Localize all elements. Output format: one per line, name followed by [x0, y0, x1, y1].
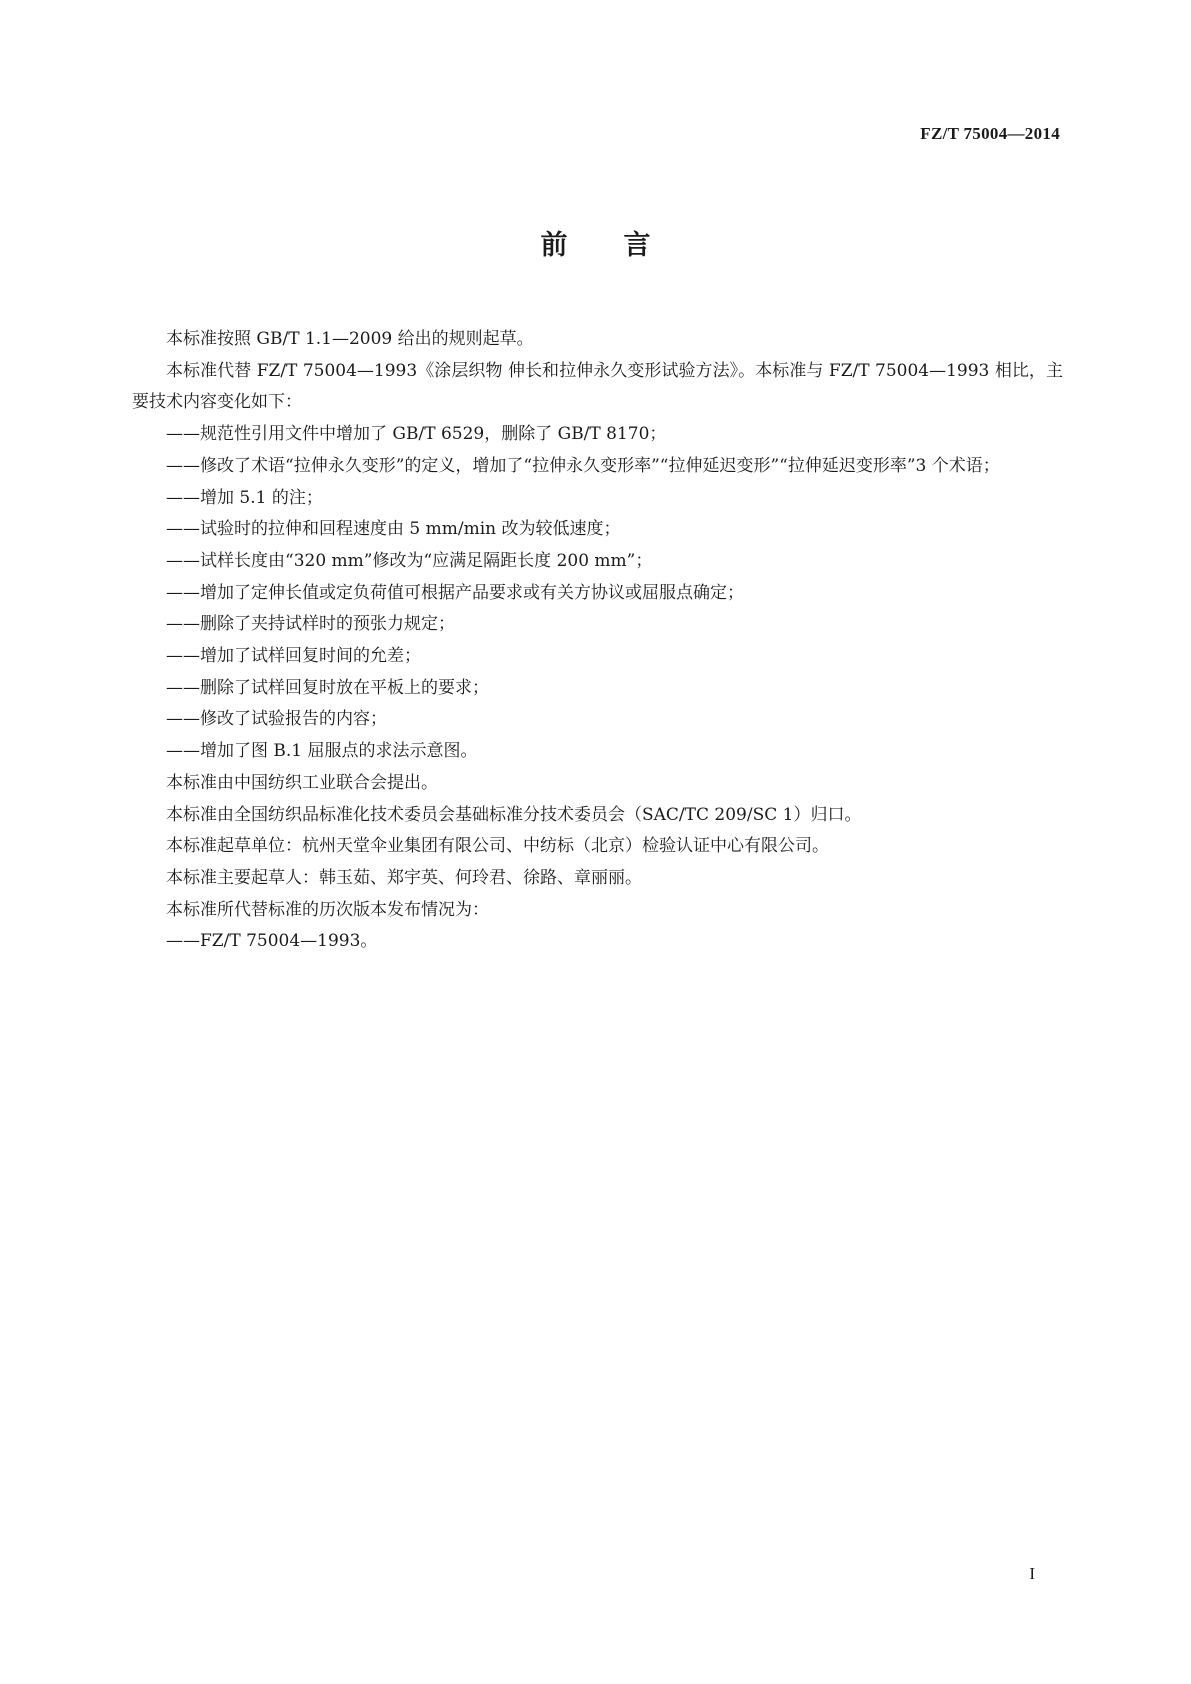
- change-item: ——修改了试验报告的内容；: [166, 709, 387, 730]
- change-item: ——增加了定伸长值或定负荷值可根据产品要求或有关方协议或屈服点确定；: [166, 582, 744, 603]
- change-item: ——增加 5.1 的注；: [166, 487, 323, 508]
- document-code: FZ/T 75004—2014: [920, 124, 1060, 143]
- change-item: ——删除了试样回复时放在平板上的要求；: [166, 677, 489, 698]
- paragraph-drafting-rules: 本标准按照 GB/T 1.1—2009 给出的规则起草。: [166, 329, 534, 349]
- page-number: I: [1029, 1564, 1035, 1583]
- change-item: ——增加了图 B.1 屈服点的求法示意图。: [166, 741, 478, 762]
- paragraph-history-intro: 本标准所代替标准的历次版本发布情况为：: [166, 899, 489, 920]
- change-item: ——试验时的拉伸和回程速度由 5 mm/min 改为较低速度；: [166, 519, 621, 540]
- paragraph-drafting-units: 本标准起草单位：杭州天堂伞业集团有限公司、中纺标（北京）检验认证中心有限公司。: [166, 836, 829, 857]
- history-item: ——FZ/T 75004—1993。: [166, 931, 378, 952]
- paragraph-proposer: 本标准由中国纺织工业联合会提出。: [166, 772, 438, 793]
- change-item: ——试样长度由“320 mm”修改为“应满足隔距长度 200 mm”；: [166, 550, 653, 571]
- change-item: ——规范性引用文件中增加了 GB/T 6529，删除了 GB/T 8170；: [166, 424, 667, 445]
- paragraph-centralized-by: 本标准由全国纺织品标准化技术委员会基础标准分技术委员会（SAC/TC 209/SC 1）归口。: [166, 804, 862, 825]
- foreword-body: [132, 324, 1063, 958]
- change-item: ——修改了术语“拉伸永久变形”的定义，增加了“拉伸永久变形率”“拉伸延迟变形”“拉伸延迟变形率”3 个术语；: [166, 455, 1000, 476]
- page-title: 前言: [540, 230, 707, 261]
- paragraph-drafters: 本标准主要起草人：韩玉茹、郑宇英、何玲君、徐路、章丽丽。: [166, 867, 642, 888]
- paragraph-replacement: 本标准代替 FZ/T 75004—1993《涂层织物 伸长和拉伸永久变形试验方法》。本标准与 FZ/T 75004—1993 相比，主要技术内容变化如下：: [132, 360, 1063, 413]
- change-item: ——增加了试样回复时间的允差；: [166, 646, 421, 667]
- change-item: ——删除了夹持试样时的预张力规定；: [166, 614, 455, 635]
